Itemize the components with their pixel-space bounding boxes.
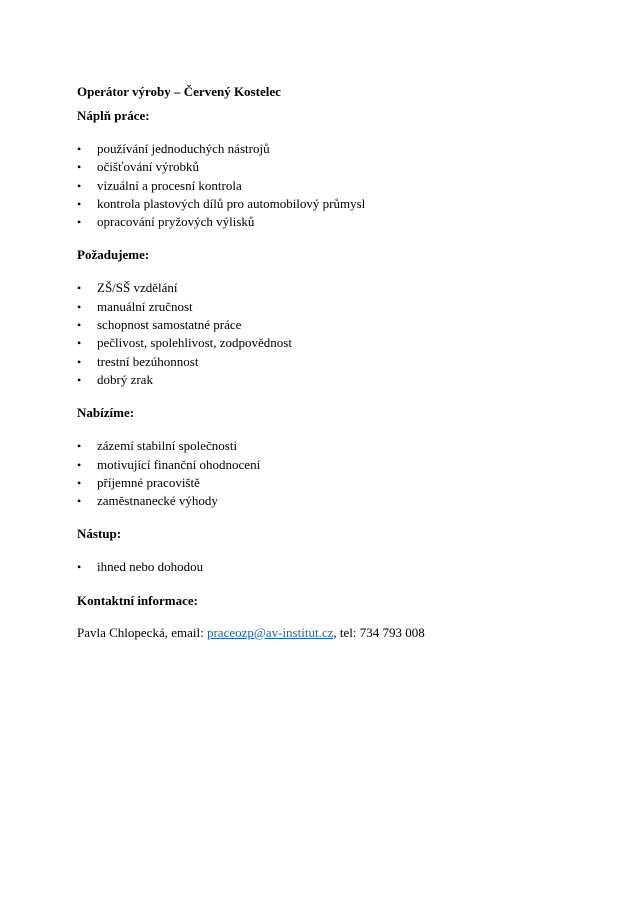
list-item-text: zázemí stabilní společnosti xyxy=(97,438,238,454)
list-item xyxy=(77,353,617,371)
list-item xyxy=(77,456,617,474)
list-item-text: trestní bezúhonnost xyxy=(97,353,199,369)
bullet-icon: • xyxy=(77,299,82,314)
list-item-text: příjemné pracoviště xyxy=(97,474,200,490)
list-item-text: opracování pryžových výlisků xyxy=(97,214,255,230)
section-heading-contact: Kontaktní informace: xyxy=(77,592,198,608)
list-item xyxy=(77,316,617,334)
list-item-text: ZŠ/SŠ vzdělání xyxy=(97,280,178,296)
bullet-icon: • xyxy=(77,215,82,230)
list-item xyxy=(77,474,617,492)
list-item xyxy=(77,334,617,352)
offers-list xyxy=(77,437,617,510)
list-item-text: vizuální a procesní kontrola xyxy=(97,177,242,193)
list-item xyxy=(77,158,617,176)
list-item xyxy=(77,279,617,297)
bullet-icon: • xyxy=(77,318,82,333)
bullet-icon: • xyxy=(77,160,82,175)
list-item xyxy=(77,437,617,455)
list-item xyxy=(77,140,617,158)
list-item-text: pečlivost, spolehlivost, zodpovědnost xyxy=(97,335,292,351)
document-page xyxy=(77,84,617,641)
list-item xyxy=(77,213,617,231)
start-list xyxy=(77,558,617,576)
bullet-icon: • xyxy=(77,142,82,156)
bullet-icon: • xyxy=(77,281,82,296)
list-item-text: schopnost samostatné práce xyxy=(97,317,242,333)
bullet-icon: • xyxy=(77,457,82,472)
bullet-icon: • xyxy=(77,372,82,387)
section-heading-duties: Náplň práce: xyxy=(77,108,150,123)
list-item-text: motivující finanční ohodnocení xyxy=(97,456,261,472)
bullet-icon: • xyxy=(77,439,82,454)
list-item-text: manuální zručnost xyxy=(97,298,193,314)
list-item-text: dobrý zrak xyxy=(97,371,153,387)
list-item-text: zaměstnanecké výhody xyxy=(97,493,218,509)
email-link[interactable]: praceozp@av-institut.cz xyxy=(206,624,334,640)
bullet-icon: • xyxy=(77,196,82,211)
list-item-text: používání jednoduchých nástrojů xyxy=(97,141,270,156)
bullet-icon: • xyxy=(77,178,82,193)
requirements-list xyxy=(77,279,617,389)
list-item xyxy=(77,177,617,195)
list-item xyxy=(77,492,617,510)
list-item-text: kontrola plastových dílů pro automobilový průmysl xyxy=(97,195,366,211)
list-item xyxy=(77,371,617,389)
bullet-icon: • xyxy=(77,494,82,509)
list-item xyxy=(77,558,617,576)
contact-name: Pavla Chlopecká, email: xyxy=(77,624,207,640)
list-item-text: ihned nebo dohodou xyxy=(97,559,204,575)
bullet-icon: • xyxy=(77,336,82,351)
section-heading-offers: Nabízíme: xyxy=(77,405,135,421)
document-title: Operátor výroby – Červený Kostelec xyxy=(77,84,281,99)
contact-line xyxy=(77,625,617,641)
list-item-text: očišťování výrobků xyxy=(97,159,199,175)
duties-list xyxy=(77,140,617,231)
contact-phone: , tel: 734 793 008 xyxy=(333,624,425,640)
section-heading-start: Nástup: xyxy=(77,526,122,542)
bullet-icon: • xyxy=(77,475,82,490)
list-item xyxy=(77,298,617,316)
section-heading-requirements: Požadujeme: xyxy=(77,247,150,263)
bullet-icon: • xyxy=(77,560,82,575)
list-item xyxy=(77,195,617,213)
bullet-icon: • xyxy=(77,354,82,369)
